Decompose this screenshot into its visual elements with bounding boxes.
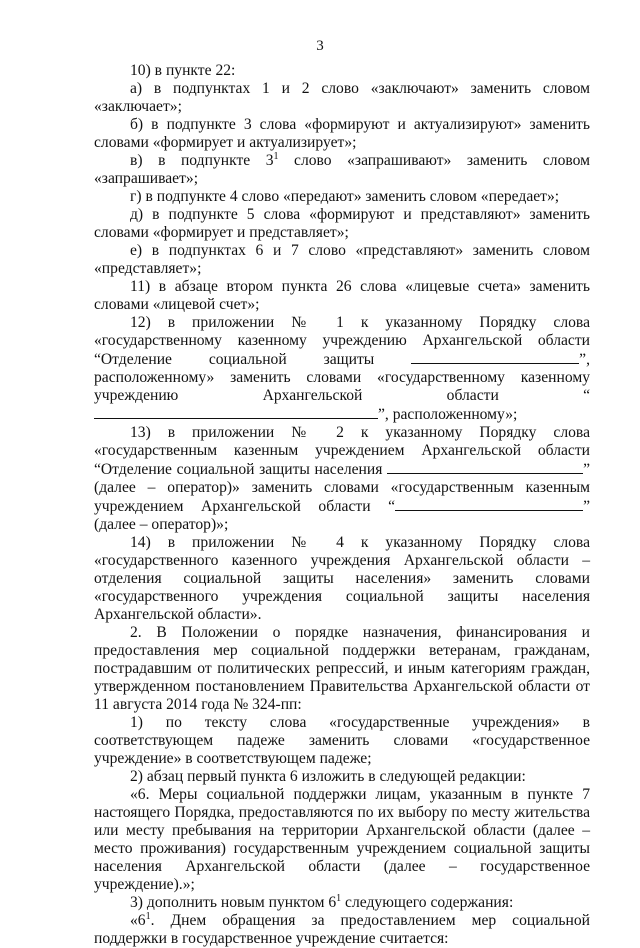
paragraph-item-11: 11) в абзаце втором пункта 26 слова «лицевые счета» заменить словами «лицевой счет»; xyxy=(94,278,590,313)
section-2-item-3-quote: «$6^1$. Днем обращения за предоставлением мер социальной поддержки в государственное учреждение считается: xyxy=(94,911,590,947)
blank-line xyxy=(395,497,583,511)
subparagraph-a: а) в подпунктах 1 и 2 слово «заключают» заменить словом «заключает»; xyxy=(94,80,590,115)
subparagraph-e: е) в подпунктах 6 и 7 слово «представляют» заменить словом «представляет»; xyxy=(94,242,590,277)
blank-line xyxy=(387,460,583,474)
page-number: 3 xyxy=(316,38,324,54)
paragraph-item-13: 13) в приложении № 2 к указанному Порядку слова «государственным казенным учреждением Архангельской области “Отделение социальной защиты населения ” (далее – оператор)» заменить словами «государственным казенным учреждением Архангельской области “ ” (далее – оператор)»; xyxy=(94,424,590,533)
paragraph-item-12: 12) в приложении № 1 к указанному Порядку слова «государственному казенному учреждению Архангельской области “Отделение социальной защиты ”, расположенному» заменить словами «государственному казенному учреждению Архангельской области “”, расположенному»; xyxy=(94,314,590,423)
subparagraph-g: г) в подпункте 4 слово «передают» заменить словом «передает»; xyxy=(130,188,560,205)
section-2-item-3: 3) дополнить новым пунктом $6^1$ следующего содержания: xyxy=(130,893,514,911)
document-body xyxy=(94,62,590,948)
section-2-item-2: 2) абзац первый пункта 6 изложить в следующей редакции: xyxy=(130,768,526,785)
subparagraph-v: в) в подпункте $3^1$ слово «запрашивают» заменить словом «запрашивает»; xyxy=(94,151,590,187)
section-2-item-2-quote: «6. Меры социальной поддержки лицам, указанным в пункте 7 настоящего Порядка, предоставляются по их выбору по месту жительства или месту пребывания на территории Архангельской области (далее – место проживания) государственным учреждением социальной защиты населения Архангельской области (далее – государственное учреждение).»; xyxy=(94,786,590,893)
subparagraph-b: б) в подпункте 3 слова «формируют и актуализируют» заменить словами «формирует и актуализирует»; xyxy=(94,116,590,151)
paragraph-item-10: 10) в пункте 22: xyxy=(130,62,236,79)
section-2: 2. В Положении о порядке назначения, финансирования и предоставления мер социальной поддержки ветеранам, гражданам, пострадавшим от политических репрессий, и иным категориям граждан, утвержденном постановлением Правительства Архангельской области от 11 августа 2014 года № 324-пп: xyxy=(94,624,590,713)
subparagraph-d: д) в подпункте 5 слова «формируют и представляют» заменить словами «формирует и представляет»; xyxy=(94,206,590,241)
section-2-item-1: 1) по тексту слова «государственные учреждения» в соответствующем падеже заменить словами «государственное учреждение» в соответствующем падеже; xyxy=(94,714,590,767)
blank-line xyxy=(411,350,579,364)
blank-line xyxy=(94,405,378,419)
paragraph-item-14: 14) в приложении № 4 к указанному Порядку слова «государственного казенного учреждения Архангельской области – отделения социальной защиты населения» заменить словами «государственного учреждения социальной защиты населения Архангельской области». xyxy=(94,534,590,623)
